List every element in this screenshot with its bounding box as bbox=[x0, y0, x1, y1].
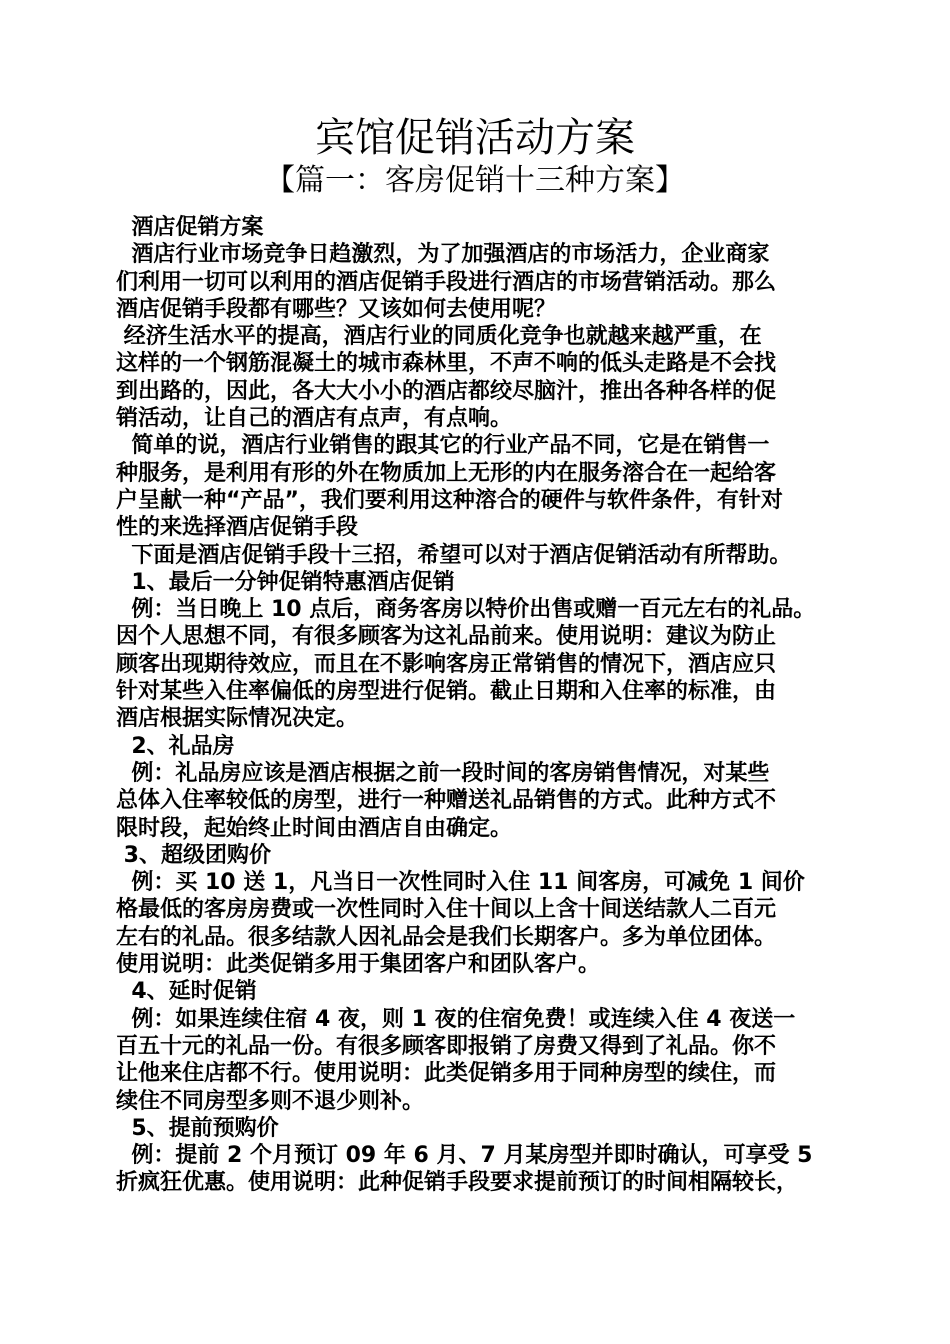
body-line: 酒店促销手段都有哪些？又该如何去使用呢？ bbox=[116, 296, 557, 322]
body-line: 2、礼品房 bbox=[116, 733, 235, 759]
body-line: 3、超级团购价 bbox=[116, 842, 271, 868]
body-line: 下面是酒店促销手段十三招，希望可以对于酒店促销活动有所帮助。 bbox=[116, 542, 792, 568]
document-title: 宾馆促销活动方案 bbox=[315, 115, 635, 161]
body-line: 4、延时促销 bbox=[116, 979, 257, 1005]
body-line: 百五十元的礼品一份。有很多顾客即报销了房费又得到了礼品。你不 bbox=[116, 1033, 777, 1059]
body-line: 格最低的客房房费或一次性同时入住十间以上含十间送结款人二百元 bbox=[116, 897, 777, 923]
body-line: 到出路的，因此，各大大小小的酒店都绞尽脑汁，推出各种各样的促 bbox=[116, 378, 777, 404]
body-line: 让他来住店都不行。使用说明：此类促销多用于同种房型的续住，而 bbox=[116, 1061, 777, 1087]
body-line: 户呈献一种“产品”，我们要利用这种溶合的硬件与软件条件，有针对 bbox=[116, 487, 783, 513]
body-line: 因个人思想不同，有很多顾客为这礼品前来。使用说明：建议为防止 bbox=[116, 624, 777, 650]
body-line: 顾客出现期待效应，而且在不影响客房正常销售的情况下，酒店应只 bbox=[116, 651, 777, 677]
body-line: 销活动，让自己的酒店有点声，有点响。 bbox=[116, 406, 513, 432]
body-line: 针对某些入住率偏低的房型进行促销。截止日期和入住率的标准，由 bbox=[116, 679, 777, 705]
document-subtitle: 【篇一：客房促销十三种方案】 bbox=[265, 163, 685, 198]
body-line: 5、提前预购价 bbox=[116, 1115, 279, 1141]
body-line: 续住不同房型多则不退少则补。 bbox=[116, 1088, 425, 1114]
body-line: 限时段，起始终止时间由酒店自由确定。 bbox=[116, 815, 513, 841]
body-line: 酒店根据实际情况决定。 bbox=[116, 706, 359, 732]
body-line: 性的来选择酒店促销手段 bbox=[116, 515, 359, 541]
body-line: 1、最后一分钟促销特惠酒店促销 bbox=[116, 569, 455, 595]
body-line: 总体入住率较低的房型，进行一种赠送礼品销售的方式。此种方式不 bbox=[116, 788, 777, 814]
body-line: 例：提前 2 个月预订 09 年 6 月、7 月某房型并即时确认，可享受 5 bbox=[116, 1143, 813, 1169]
document-body bbox=[116, 214, 838, 1197]
body-line: 简单的说，酒店行业销售的跟其它的行业产品不同，它是在销售一 bbox=[116, 433, 770, 459]
body-line: 酒店行业市场竞争日趋激烈，为了加强酒店的市场活力，企业商家 bbox=[116, 242, 770, 268]
body-line: 种服务，是利用有形的外在物质加上无形的内在服务溶合在一起给客 bbox=[116, 460, 777, 486]
body-line: 折疯狂优惠。使用说明：此种促销手段要求提前预订的时间相隔较长， bbox=[116, 1170, 799, 1196]
body-line: 例：礼品房应该是酒店根据之前一段时间的客房销售情况，对某些 bbox=[116, 760, 770, 786]
body-line: 经济生活水平的提高，酒店行业的同质化竞争也就越来越严重，在 bbox=[116, 324, 762, 350]
body-line: 例：当日晚上 10 点后，商务客房以特价出售或赠一百元左右的礼品。 bbox=[116, 597, 816, 623]
body-line: 这样的一个钢筋混凝土的城市森林里，不声不响的低头走路是不会找 bbox=[116, 351, 777, 377]
body-line: 酒店促销方案 bbox=[116, 215, 264, 240]
body-line: 例：如果连续住宿 4 夜，则 1 夜的住宿免费！或连续入住 4 夜送一 bbox=[116, 1006, 796, 1032]
body-line: 们利用一切可以利用的酒店促销手段进行酒店的市场营销活动。那么 bbox=[116, 269, 777, 295]
body-line: 左右的礼品。很多结款人因礼品会是我们长期客户。多为单位团体。 bbox=[116, 924, 777, 950]
body-line: 使用说明：此类促销多用于集团客户和团队客户。 bbox=[116, 952, 601, 978]
body-line: 例：买 10 送 1，凡当日一次性同时入住 11 间客房，可减免 1 间价 bbox=[116, 870, 805, 896]
